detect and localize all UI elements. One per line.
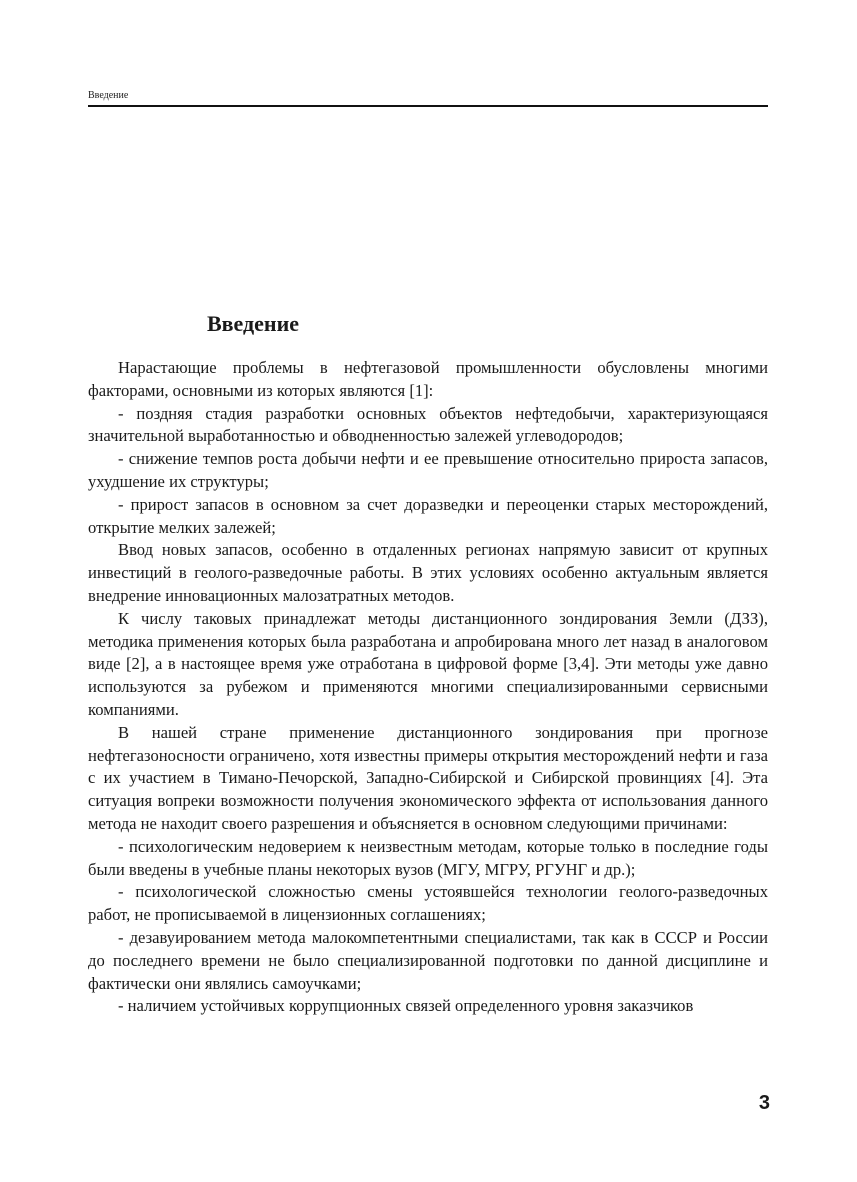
running-header: Введение: [88, 90, 129, 101]
paragraph: Нарастающие проблемы в нефтегазовой промышленности обусловлены многими факторами, основными из которых являются [1]:: [88, 358, 768, 400]
paragraph: - поздняя стадия разработки основных объектов нефтедобычи, характеризующаяся значительной выработанностью и обводненностью залежей углеводородов;: [88, 403, 768, 446]
paragraph: К числу таковых принадлежат методы дистанционного зондирования Земли (ДЗЗ), методика применения которых была разработана и апробирована много лет назад в аналоговом виде [2], а в настоящее время уже отработана в цифровой форме [3,4]. Эти методы уже давно используются за рубежом и применяются многими специализированными сервисными компаниями.: [88, 608, 768, 719]
paragraph: - психологическим недоверием к неизвестным методам, которые только в последние годы были введены в учебные планы некоторых вузов (МГУ, МГРУ, РГУНГ и др.);: [88, 836, 768, 879]
paragraph: - психологической сложностью смены устоявшейся технологии геолого-разведочных работ, не прописываемой в лицензионных соглашениях;: [88, 882, 768, 925]
chapter-title: Введение: [207, 311, 300, 336]
paragraph: - дезавуированием метода малокомпетентными специалистами, так как в СССР и России до последнего времени не было специализированной подготовки по данной дисциплине и фактически они являлись самоучками;: [88, 927, 768, 993]
paragraph: Ввод новых запасов, особенно в отдаленных регионах напрямую зависит от крупных инвестиций в геолого-разведочные работы. В этих условиях особенно актуальным является внедрение инновационных малозатратных методов.: [88, 540, 768, 605]
paragraph: - снижение темпов роста добычи нефти и ее превышение относительно прироста запасов, ухудшение их структуры;: [88, 449, 768, 491]
paragraph: В нашей стране применение дистанционного зондирования при прогнозе нефтегазоносности ограничено, хотя известны примеры открытия месторождений нефти и газа с их участием в Тимано-Печорской, Западно-Сибирской и Сибирской провинциях [4]. Эта ситуация вопреки возможности получения экономического эффекта от использования данного метода не находит своего разрешения и объясняется в основном следующими причинами:: [88, 722, 768, 833]
body-text: [88, 357, 768, 1018]
page-number: 3: [758, 1092, 770, 1114]
paragraph: - прирост запасов в основном за счет доразведки и переоценки старых месторождений, открытие мелких залежей;: [88, 494, 768, 537]
paragraph: - наличием устойчивых коррупционных связей определенного уровня заказчиков: [118, 996, 694, 1016]
header-rule: [88, 105, 768, 107]
